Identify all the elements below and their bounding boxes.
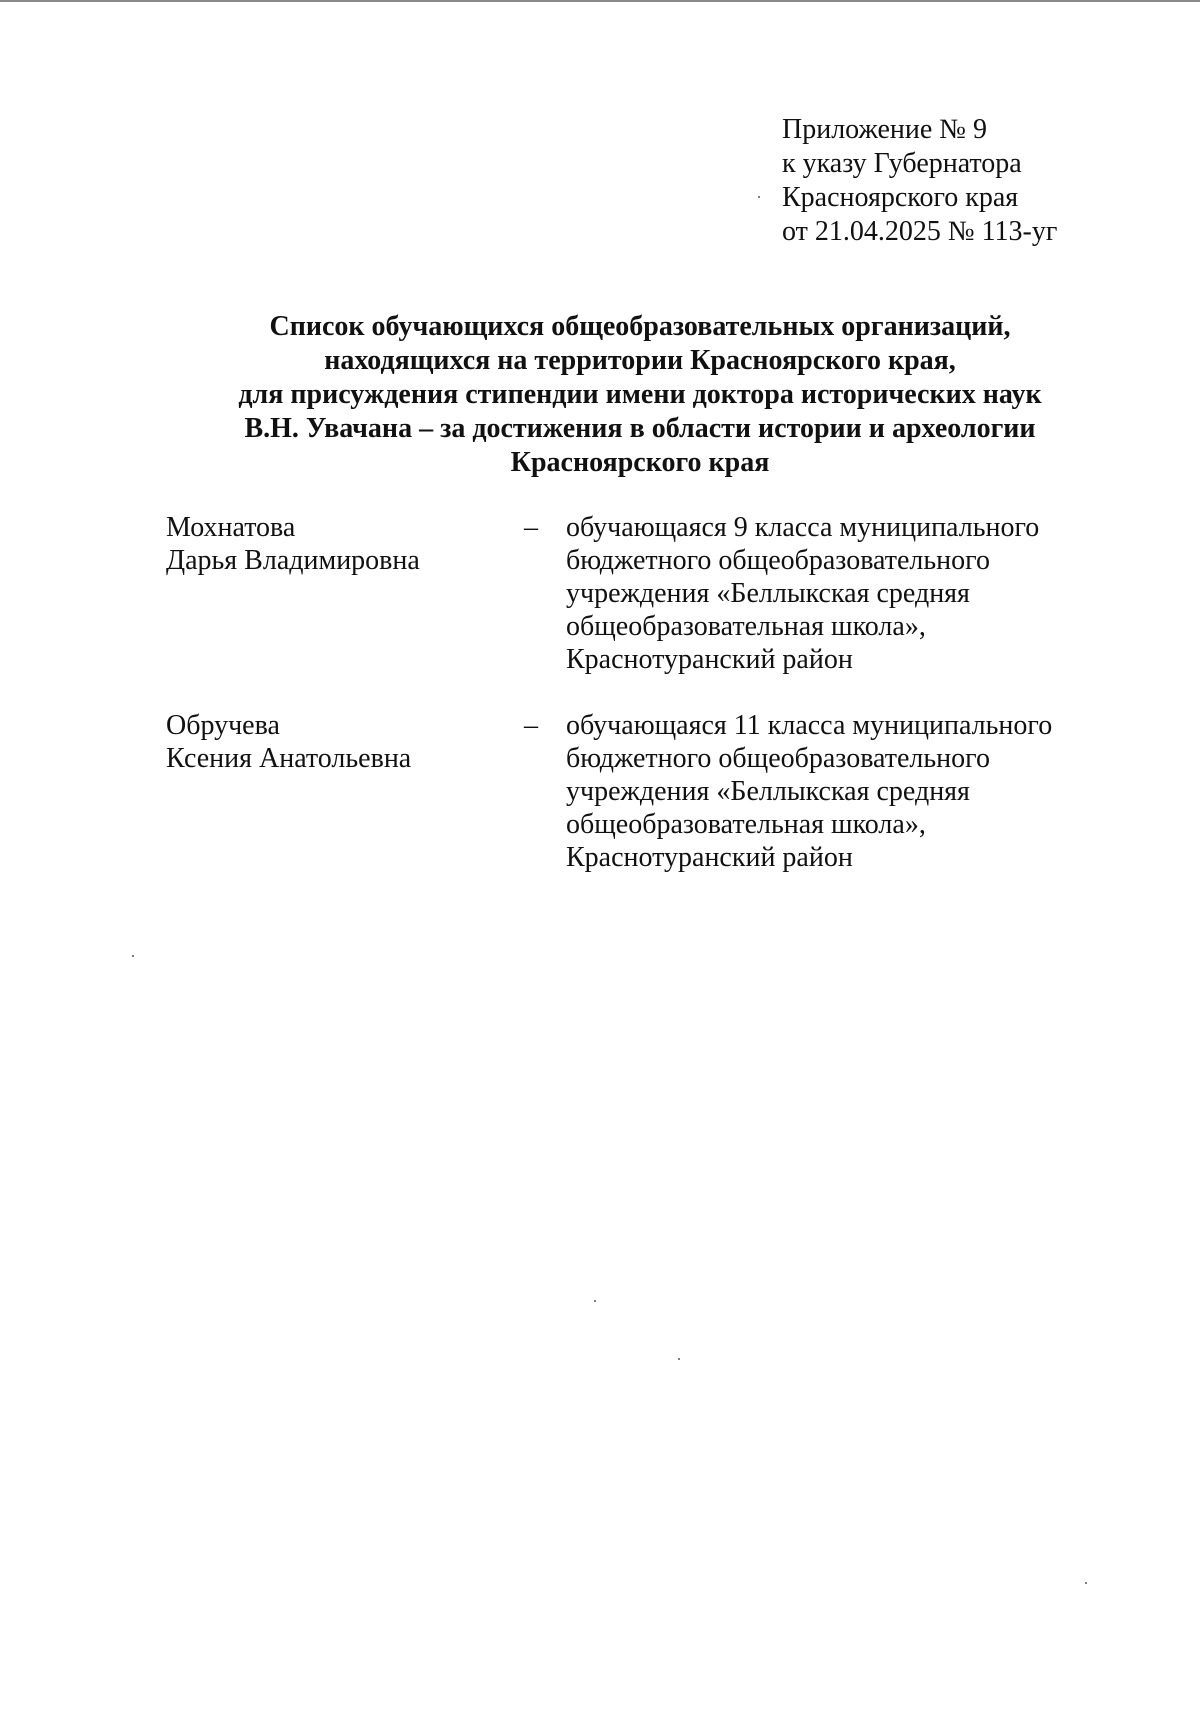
title-line: Список обучающихся общеобразовательных организаций, xyxy=(269,311,1011,342)
description-line: учреждения «Беллыкская средняя xyxy=(566,578,970,609)
scan-speck xyxy=(594,1300,596,1302)
appendix-line: от 21.04.2025 № 113-уг xyxy=(782,216,1058,247)
scan-speck xyxy=(678,1358,680,1360)
document-title xyxy=(150,310,1130,480)
student-given-names: Ксения Анатольевна xyxy=(166,743,412,774)
scan-speck xyxy=(1085,1582,1087,1584)
description-line: общеобразовательная школа», xyxy=(566,809,926,840)
scan-top-edge xyxy=(0,0,1200,2)
entry-dash: – xyxy=(524,512,538,543)
title-line: В.Н. Увачана – за достижения в области истории и археологии xyxy=(244,413,1036,444)
student-description xyxy=(566,709,1052,874)
entry-dash: – xyxy=(524,710,538,741)
student-name xyxy=(166,511,420,577)
appendix-reference xyxy=(782,113,1057,249)
description-line: обучающаяся 9 класса муниципального xyxy=(566,512,1040,543)
student-name xyxy=(166,709,411,775)
appendix-line: Приложение № 9 xyxy=(782,114,987,145)
title-line: Красноярского края xyxy=(510,447,770,478)
description-line: общеобразовательная школа», xyxy=(566,611,926,642)
title-line: находящихся на территории Красноярского края, xyxy=(324,345,956,376)
scan-speck xyxy=(132,955,134,957)
description-line: учреждения «Беллыкская средняя xyxy=(566,776,970,807)
description-line: Краснотуранский район xyxy=(566,842,853,873)
student-surname: Мохнатова xyxy=(166,512,296,543)
description-line: обучающаяся 11 класса муниципального xyxy=(566,710,1053,741)
student-description xyxy=(566,511,1039,676)
description-line: бюджетного общеобразовательного xyxy=(566,743,990,774)
appendix-line: Красноярского края xyxy=(782,182,1019,213)
appendix-line: к указу Губернатора xyxy=(782,148,1022,179)
description-line: Краснотуранский район xyxy=(566,644,853,675)
scan-speck xyxy=(758,196,760,198)
student-given-names: Дарья Владимировна xyxy=(166,545,420,576)
title-line: для присуждения стипендии имени доктора исторических наук xyxy=(238,379,1042,410)
description-line: бюджетного общеобразовательного xyxy=(566,545,990,576)
student-surname: Обручева xyxy=(166,710,280,741)
